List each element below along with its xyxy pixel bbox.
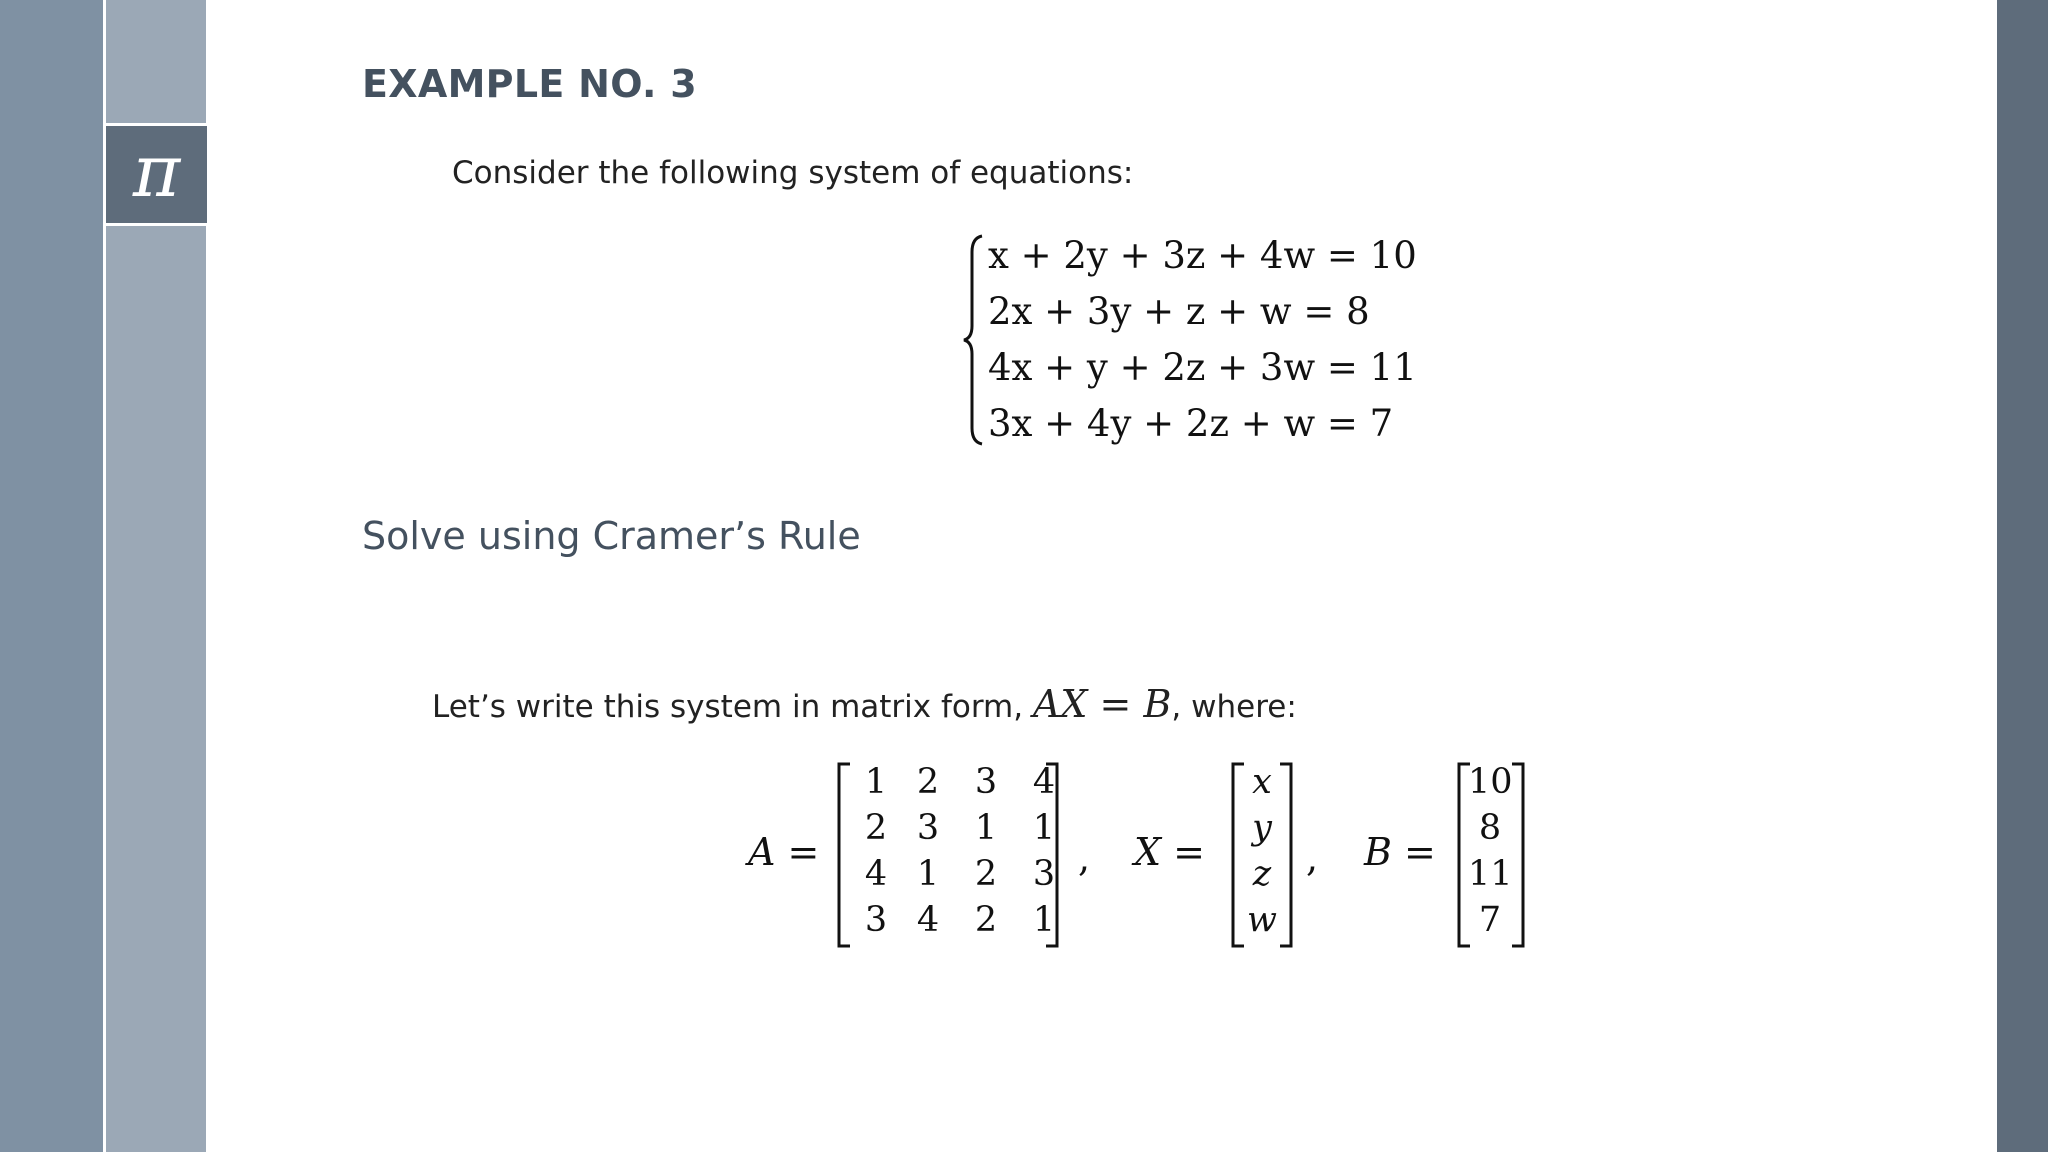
matrix-separator: , bbox=[1306, 836, 1319, 880]
formula-equals: = bbox=[1087, 682, 1144, 726]
matrix-a-cell: 4 bbox=[916, 900, 940, 940]
matrix-a-cell: 1 bbox=[916, 854, 940, 894]
matrix-a-cell: 3 bbox=[974, 762, 998, 802]
matrix-b-label: B = bbox=[1364, 830, 1436, 874]
matrix-x-cell: w bbox=[1247, 900, 1277, 940]
left-brace-icon bbox=[962, 232, 988, 448]
slide-heading: EXAMPLE NO. 3 bbox=[362, 62, 698, 106]
matrix-x-cell: y bbox=[1252, 808, 1272, 848]
pi-icon bbox=[104, 123, 207, 226]
subtitle: Solve using Cramer’s Rule bbox=[362, 514, 861, 558]
matrix-form-suffix: , where: bbox=[1171, 689, 1297, 725]
matrix-form-text: Let’s write this system in matrix form, bbox=[432, 689, 1033, 725]
matrix-x bbox=[1242, 762, 1282, 948]
intro-text: Consider the following system of equations: bbox=[452, 155, 1134, 191]
matrix-a-cell: 2 bbox=[974, 854, 998, 894]
formula-b: B bbox=[1143, 682, 1172, 726]
matrix-a-cell: 3 bbox=[1032, 854, 1056, 894]
equation-4: 3x + 4y + 2z + w = 7 bbox=[988, 402, 1394, 445]
matrix-a-cell: 2 bbox=[916, 762, 940, 802]
matrix-b-right-bracket-icon bbox=[1510, 762, 1526, 948]
matrix-form-line bbox=[432, 682, 1297, 726]
pi-symbol: π bbox=[132, 128, 181, 213]
matrix-x-label: X = bbox=[1134, 830, 1205, 874]
matrix-a-cell: 1 bbox=[1032, 808, 1056, 848]
matrix-a-cell: 1 bbox=[1032, 900, 1056, 940]
matrix-a-cell: 1 bbox=[864, 762, 888, 802]
equation-2: 2x + 3y + z + w = 8 bbox=[988, 290, 1370, 333]
matrix-b bbox=[1468, 762, 1512, 948]
right-decor-band bbox=[1997, 0, 2048, 1152]
matrix-b-cell: 7 bbox=[1478, 900, 1502, 940]
matrix-a-right-bracket-icon bbox=[1044, 762, 1060, 948]
matrix-x-right-bracket-icon bbox=[1278, 762, 1294, 948]
matrix-a-cell: 3 bbox=[916, 808, 940, 848]
matrix-separator: , bbox=[1078, 836, 1091, 880]
matrix-a-cell: 2 bbox=[864, 808, 888, 848]
matrix-a-cell: 3 bbox=[864, 900, 888, 940]
matrix-x-cell: x bbox=[1252, 762, 1272, 802]
formula-ax: AX bbox=[1032, 682, 1088, 726]
matrix-a-cell: 4 bbox=[864, 854, 888, 894]
matrix-a-cell: 2 bbox=[974, 900, 998, 940]
matrix-b-cell: 10 bbox=[1468, 762, 1513, 802]
matrix-a-cell: 4 bbox=[1032, 762, 1056, 802]
equation-3: 4x + y + 2z + 3w = 11 bbox=[988, 346, 1417, 389]
matrix-a-label: A = bbox=[748, 830, 820, 874]
matrix-b-cell: 11 bbox=[1468, 854, 1513, 894]
matrix-a-cell: 1 bbox=[974, 808, 998, 848]
left-decor-band bbox=[0, 0, 103, 1152]
matrix-a bbox=[850, 762, 1060, 948]
equation-system bbox=[962, 232, 1417, 448]
matrix-x-cell: z bbox=[1252, 854, 1272, 894]
matrix-b-cell: 8 bbox=[1478, 808, 1502, 848]
equation-1: x + 2y + 3z + 4w = 10 bbox=[988, 234, 1417, 277]
